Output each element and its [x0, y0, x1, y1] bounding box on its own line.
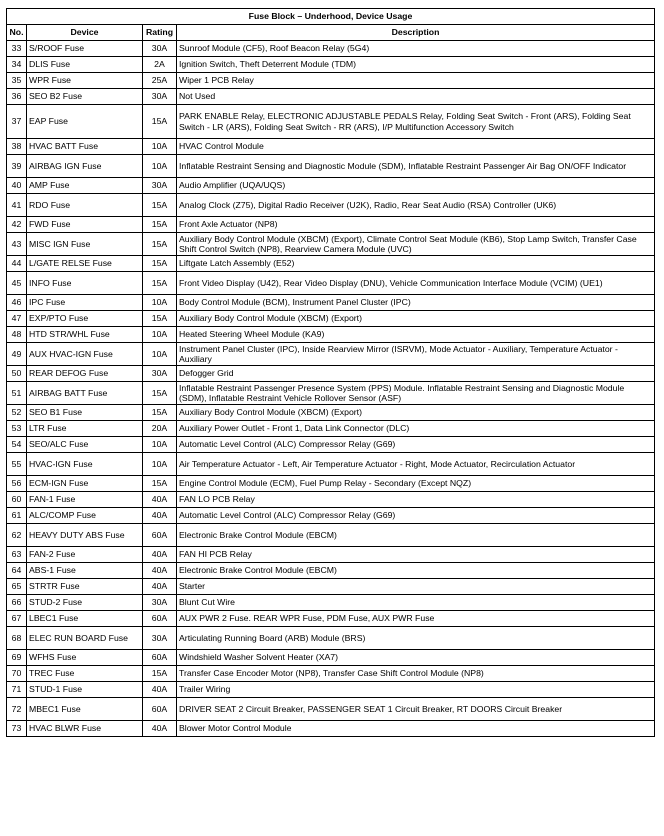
cell-description: Analog Clock (Z75), Digital Radio Receiver (U2K), Radio, Rear Seat Audio (RSA) Controller (UK6) — [177, 194, 655, 217]
cell-description: Liftgate Latch Assembly (E52) — [177, 256, 655, 272]
cell-no: 68 — [7, 627, 27, 650]
cell-description: PARK ENABLE Relay, ELECTRONIC ADJUSTABLE PEDALS Relay, Folding Seat Switch - Front (ARS), Folding Seat Switch - LR (ARS), Folding Seat Switch - RR (ARS), I/P Multifunction Accessory Switch — [177, 105, 655, 139]
cell-device: SEO B2 Fuse — [27, 89, 143, 105]
cell-rating: 40A — [143, 563, 177, 579]
cell-rating: 30A — [143, 595, 177, 611]
cell-rating: 15A — [143, 476, 177, 492]
table-row — [7, 105, 655, 139]
cell-description: Auxiliary Power Outlet - Front 1, Data Link Connector (DLC) — [177, 421, 655, 437]
cell-no: 54 — [7, 437, 27, 453]
cell-device: L/GATE RELSE Fuse — [27, 256, 143, 272]
cell-device: STUD-2 Fuse — [27, 595, 143, 611]
cell-description: FAN HI PCB Relay — [177, 547, 655, 563]
cell-description: Wiper 1 PCB Relay — [177, 73, 655, 89]
cell-device: WFHS Fuse — [27, 650, 143, 666]
cell-device: EAP Fuse — [27, 105, 143, 139]
cell-description: Ignition Switch, Theft Deterrent Module (TDM) — [177, 57, 655, 73]
cell-device: ABS-1 Fuse — [27, 563, 143, 579]
cell-rating: 10A — [143, 343, 177, 366]
cell-no: 49 — [7, 343, 27, 366]
cell-description: Articulating Running Board (ARB) Module (BRS) — [177, 627, 655, 650]
cell-description: Not Used — [177, 89, 655, 105]
cell-device: DLIS Fuse — [27, 57, 143, 73]
cell-rating: 60A — [143, 650, 177, 666]
table-row — [7, 682, 655, 698]
cell-description: Blunt Cut Wire — [177, 595, 655, 611]
cell-no: 33 — [7, 41, 27, 57]
cell-rating: 15A — [143, 233, 177, 256]
cell-description: Auxiliary Body Control Module (XBCM) (Export) — [177, 311, 655, 327]
table-row — [7, 89, 655, 105]
cell-description: Electronic Brake Control Module (EBCM) — [177, 524, 655, 547]
cell-device: RDO Fuse — [27, 194, 143, 217]
cell-description: Front Axle Actuator (NP8) — [177, 217, 655, 233]
cell-no: 51 — [7, 382, 27, 405]
table-row — [7, 57, 655, 73]
table-row — [7, 650, 655, 666]
table-row — [7, 41, 655, 57]
table-row — [7, 217, 655, 233]
cell-device: INFO Fuse — [27, 272, 143, 295]
cell-description: Automatic Level Control (ALC) Compressor Relay (G69) — [177, 508, 655, 524]
cell-no: 48 — [7, 327, 27, 343]
cell-device: FAN-1 Fuse — [27, 492, 143, 508]
header-row — [7, 25, 655, 41]
cell-no: 71 — [7, 682, 27, 698]
cell-no: 50 — [7, 366, 27, 382]
cell-description: Inflatable Restraint Sensing and Diagnostic Module (SDM), Inflatable Restraint Passenger Air Bag ON/OFF Indicator — [177, 155, 655, 178]
table-row — [7, 311, 655, 327]
cell-device: ALC/COMP Fuse — [27, 508, 143, 524]
cell-no: 47 — [7, 311, 27, 327]
cell-no: 64 — [7, 563, 27, 579]
cell-description: Automatic Level Control (ALC) Compressor Relay (G69) — [177, 437, 655, 453]
cell-device: ELEC RUN BOARD Fuse — [27, 627, 143, 650]
table-row — [7, 194, 655, 217]
cell-device: ECM-IGN Fuse — [27, 476, 143, 492]
cell-description: Audio Amplifier (UQA/UQS) — [177, 178, 655, 194]
cell-rating: 15A — [143, 272, 177, 295]
cell-rating: 30A — [143, 41, 177, 57]
table-row — [7, 508, 655, 524]
table-row — [7, 579, 655, 595]
table-row — [7, 547, 655, 563]
cell-description: Electronic Brake Control Module (EBCM) — [177, 563, 655, 579]
table-row — [7, 327, 655, 343]
cell-description: Air Temperature Actuator - Left, Air Temperature Actuator - Right, Mode Actuator, Recirculation Actuator — [177, 453, 655, 476]
cell-device: AIRBAG BATT Fuse — [27, 382, 143, 405]
cell-description: Engine Control Module (ECM), Fuel Pump Relay - Secondary (Except NQZ) — [177, 476, 655, 492]
cell-description: Auxiliary Body Control Module (XBCM) (Export), Climate Control Seat Module (KB6), Stop Lamp Switch, Transfer Case Shift Control Switch (NP8), Rearview Camera Module (UVC) — [177, 233, 655, 256]
table-row — [7, 698, 655, 721]
cell-no: 67 — [7, 611, 27, 627]
cell-device: SEO B1 Fuse — [27, 405, 143, 421]
cell-rating: 2A — [143, 57, 177, 73]
cell-no: 46 — [7, 295, 27, 311]
cell-rating: 20A — [143, 421, 177, 437]
cell-rating: 10A — [143, 437, 177, 453]
cell-rating: 30A — [143, 627, 177, 650]
cell-rating: 30A — [143, 366, 177, 382]
cell-rating: 30A — [143, 178, 177, 194]
cell-device: HVAC BLWR Fuse — [27, 721, 143, 737]
cell-device: AMP Fuse — [27, 178, 143, 194]
cell-rating: 60A — [143, 698, 177, 721]
fuse-table — [6, 8, 655, 737]
table-row — [7, 382, 655, 405]
cell-no: 65 — [7, 579, 27, 595]
table-row — [7, 178, 655, 194]
cell-no: 62 — [7, 524, 27, 547]
table-row — [7, 155, 655, 178]
cell-rating: 40A — [143, 508, 177, 524]
cell-no: 39 — [7, 155, 27, 178]
cell-device: EXP/PTO Fuse — [27, 311, 143, 327]
title-row — [7, 9, 655, 25]
cell-device: MISC IGN Fuse — [27, 233, 143, 256]
cell-description: Defogger Grid — [177, 366, 655, 382]
table-row — [7, 627, 655, 650]
cell-device: HEAVY DUTY ABS Fuse — [27, 524, 143, 547]
header-description: Description — [177, 25, 655, 41]
cell-device: REAR DEFOG Fuse — [27, 366, 143, 382]
cell-no: 66 — [7, 595, 27, 611]
cell-device: STUD-1 Fuse — [27, 682, 143, 698]
table-title: Fuse Block – Underhood, Device Usage — [7, 9, 655, 25]
cell-no: 53 — [7, 421, 27, 437]
table-row — [7, 611, 655, 627]
cell-rating: 40A — [143, 682, 177, 698]
cell-no: 38 — [7, 139, 27, 155]
cell-description: Transfer Case Encoder Motor (NP8), Transfer Case Shift Control Module (NP8) — [177, 666, 655, 682]
cell-no: 36 — [7, 89, 27, 105]
table-row — [7, 405, 655, 421]
cell-rating: 25A — [143, 73, 177, 89]
cell-rating: 10A — [143, 327, 177, 343]
cell-device: AIRBAG IGN Fuse — [27, 155, 143, 178]
cell-description: Inflatable Restraint Passenger Presence System (PPS) Module. Inflatable Restraint Sensing and Diagnostic Module (SDM), Inflatable Restraint Vehicle Rollover Sensor (ASF) — [177, 382, 655, 405]
cell-rating: 10A — [143, 453, 177, 476]
cell-no: 70 — [7, 666, 27, 682]
table-row — [7, 343, 655, 366]
cell-description: HVAC Control Module — [177, 139, 655, 155]
cell-rating: 60A — [143, 524, 177, 547]
table-row — [7, 453, 655, 476]
cell-rating: 15A — [143, 311, 177, 327]
cell-device: HVAC-IGN Fuse — [27, 453, 143, 476]
table-row — [7, 437, 655, 453]
cell-device: LBEC1 Fuse — [27, 611, 143, 627]
cell-device: IPC Fuse — [27, 295, 143, 311]
table-row — [7, 563, 655, 579]
cell-device: FWD Fuse — [27, 217, 143, 233]
table-row — [7, 295, 655, 311]
table-row — [7, 666, 655, 682]
table-row — [7, 366, 655, 382]
cell-no: 43 — [7, 233, 27, 256]
cell-rating: 10A — [143, 295, 177, 311]
cell-no: 37 — [7, 105, 27, 139]
cell-rating: 40A — [143, 721, 177, 737]
cell-no: 61 — [7, 508, 27, 524]
cell-description: Body Control Module (BCM), Instrument Panel Cluster (IPC) — [177, 295, 655, 311]
cell-no: 35 — [7, 73, 27, 89]
cell-no: 72 — [7, 698, 27, 721]
cell-rating: 60A — [143, 611, 177, 627]
cell-rating: 15A — [143, 217, 177, 233]
cell-rating: 15A — [143, 194, 177, 217]
cell-description: Heated Steering Wheel Module (KA9) — [177, 327, 655, 343]
cell-no: 42 — [7, 217, 27, 233]
cell-no: 52 — [7, 405, 27, 421]
cell-description: Sunroof Module (CF5), Roof Beacon Relay (5G4) — [177, 41, 655, 57]
table-row — [7, 256, 655, 272]
table-row — [7, 721, 655, 737]
cell-no: 73 — [7, 721, 27, 737]
cell-no: 69 — [7, 650, 27, 666]
cell-rating: 15A — [143, 256, 177, 272]
cell-device: HVAC BATT Fuse — [27, 139, 143, 155]
cell-device: SEO/ALC Fuse — [27, 437, 143, 453]
header-rating: Rating — [143, 25, 177, 41]
cell-rating: 40A — [143, 547, 177, 563]
cell-device: S/ROOF Fuse — [27, 41, 143, 57]
cell-description: Starter — [177, 579, 655, 595]
cell-rating: 15A — [143, 382, 177, 405]
table-row — [7, 595, 655, 611]
cell-device: LTR Fuse — [27, 421, 143, 437]
table-row — [7, 73, 655, 89]
cell-description: FAN LO PCB Relay — [177, 492, 655, 508]
table-row — [7, 476, 655, 492]
cell-no: 63 — [7, 547, 27, 563]
cell-device: FAN-2 Fuse — [27, 547, 143, 563]
cell-device: HTD STR/WHL Fuse — [27, 327, 143, 343]
cell-description: DRIVER SEAT 2 Circuit Breaker, PASSENGER SEAT 1 Circuit Breaker, RT DOORS Circuit Breaker — [177, 698, 655, 721]
cell-no: 55 — [7, 453, 27, 476]
cell-description: Blower Motor Control Module — [177, 721, 655, 737]
table-row — [7, 524, 655, 547]
cell-rating: 30A — [143, 89, 177, 105]
cell-no: 45 — [7, 272, 27, 295]
cell-device: WPR Fuse — [27, 73, 143, 89]
cell-rating: 10A — [143, 155, 177, 178]
table-row — [7, 272, 655, 295]
header-no: No. — [7, 25, 27, 41]
table-row — [7, 233, 655, 256]
table-row — [7, 139, 655, 155]
cell-rating: 40A — [143, 492, 177, 508]
cell-rating: 15A — [143, 405, 177, 421]
cell-device: MBEC1 Fuse — [27, 698, 143, 721]
cell-description: Front Video Display (U42), Rear Video Display (DNU), Vehicle Communication Interface Module (VCIM) (UE1) — [177, 272, 655, 295]
cell-rating: 10A — [143, 139, 177, 155]
cell-no: 41 — [7, 194, 27, 217]
cell-description: Windshield Washer Solvent Heater (XA7) — [177, 650, 655, 666]
cell-rating: 15A — [143, 105, 177, 139]
cell-no: 56 — [7, 476, 27, 492]
header-device: Device — [27, 25, 143, 41]
cell-no: 40 — [7, 178, 27, 194]
cell-description: Trailer Wiring — [177, 682, 655, 698]
cell-rating: 40A — [143, 579, 177, 595]
cell-no: 44 — [7, 256, 27, 272]
cell-no: 60 — [7, 492, 27, 508]
table-row — [7, 421, 655, 437]
cell-rating: 15A — [143, 666, 177, 682]
table-row — [7, 492, 655, 508]
cell-device: STRTR Fuse — [27, 579, 143, 595]
cell-no: 34 — [7, 57, 27, 73]
cell-description: Instrument Panel Cluster (IPC), Inside Rearview Mirror (ISRVM), Mode Actuator - Auxiliary, Temperature Actuator - Auxiliary — [177, 343, 655, 366]
cell-description: Auxiliary Body Control Module (XBCM) (Export) — [177, 405, 655, 421]
cell-device: AUX HVAC-IGN Fuse — [27, 343, 143, 366]
cell-device: TREC Fuse — [27, 666, 143, 682]
cell-description: AUX PWR 2 Fuse. REAR WPR Fuse, PDM Fuse, AUX PWR Fuse — [177, 611, 655, 627]
